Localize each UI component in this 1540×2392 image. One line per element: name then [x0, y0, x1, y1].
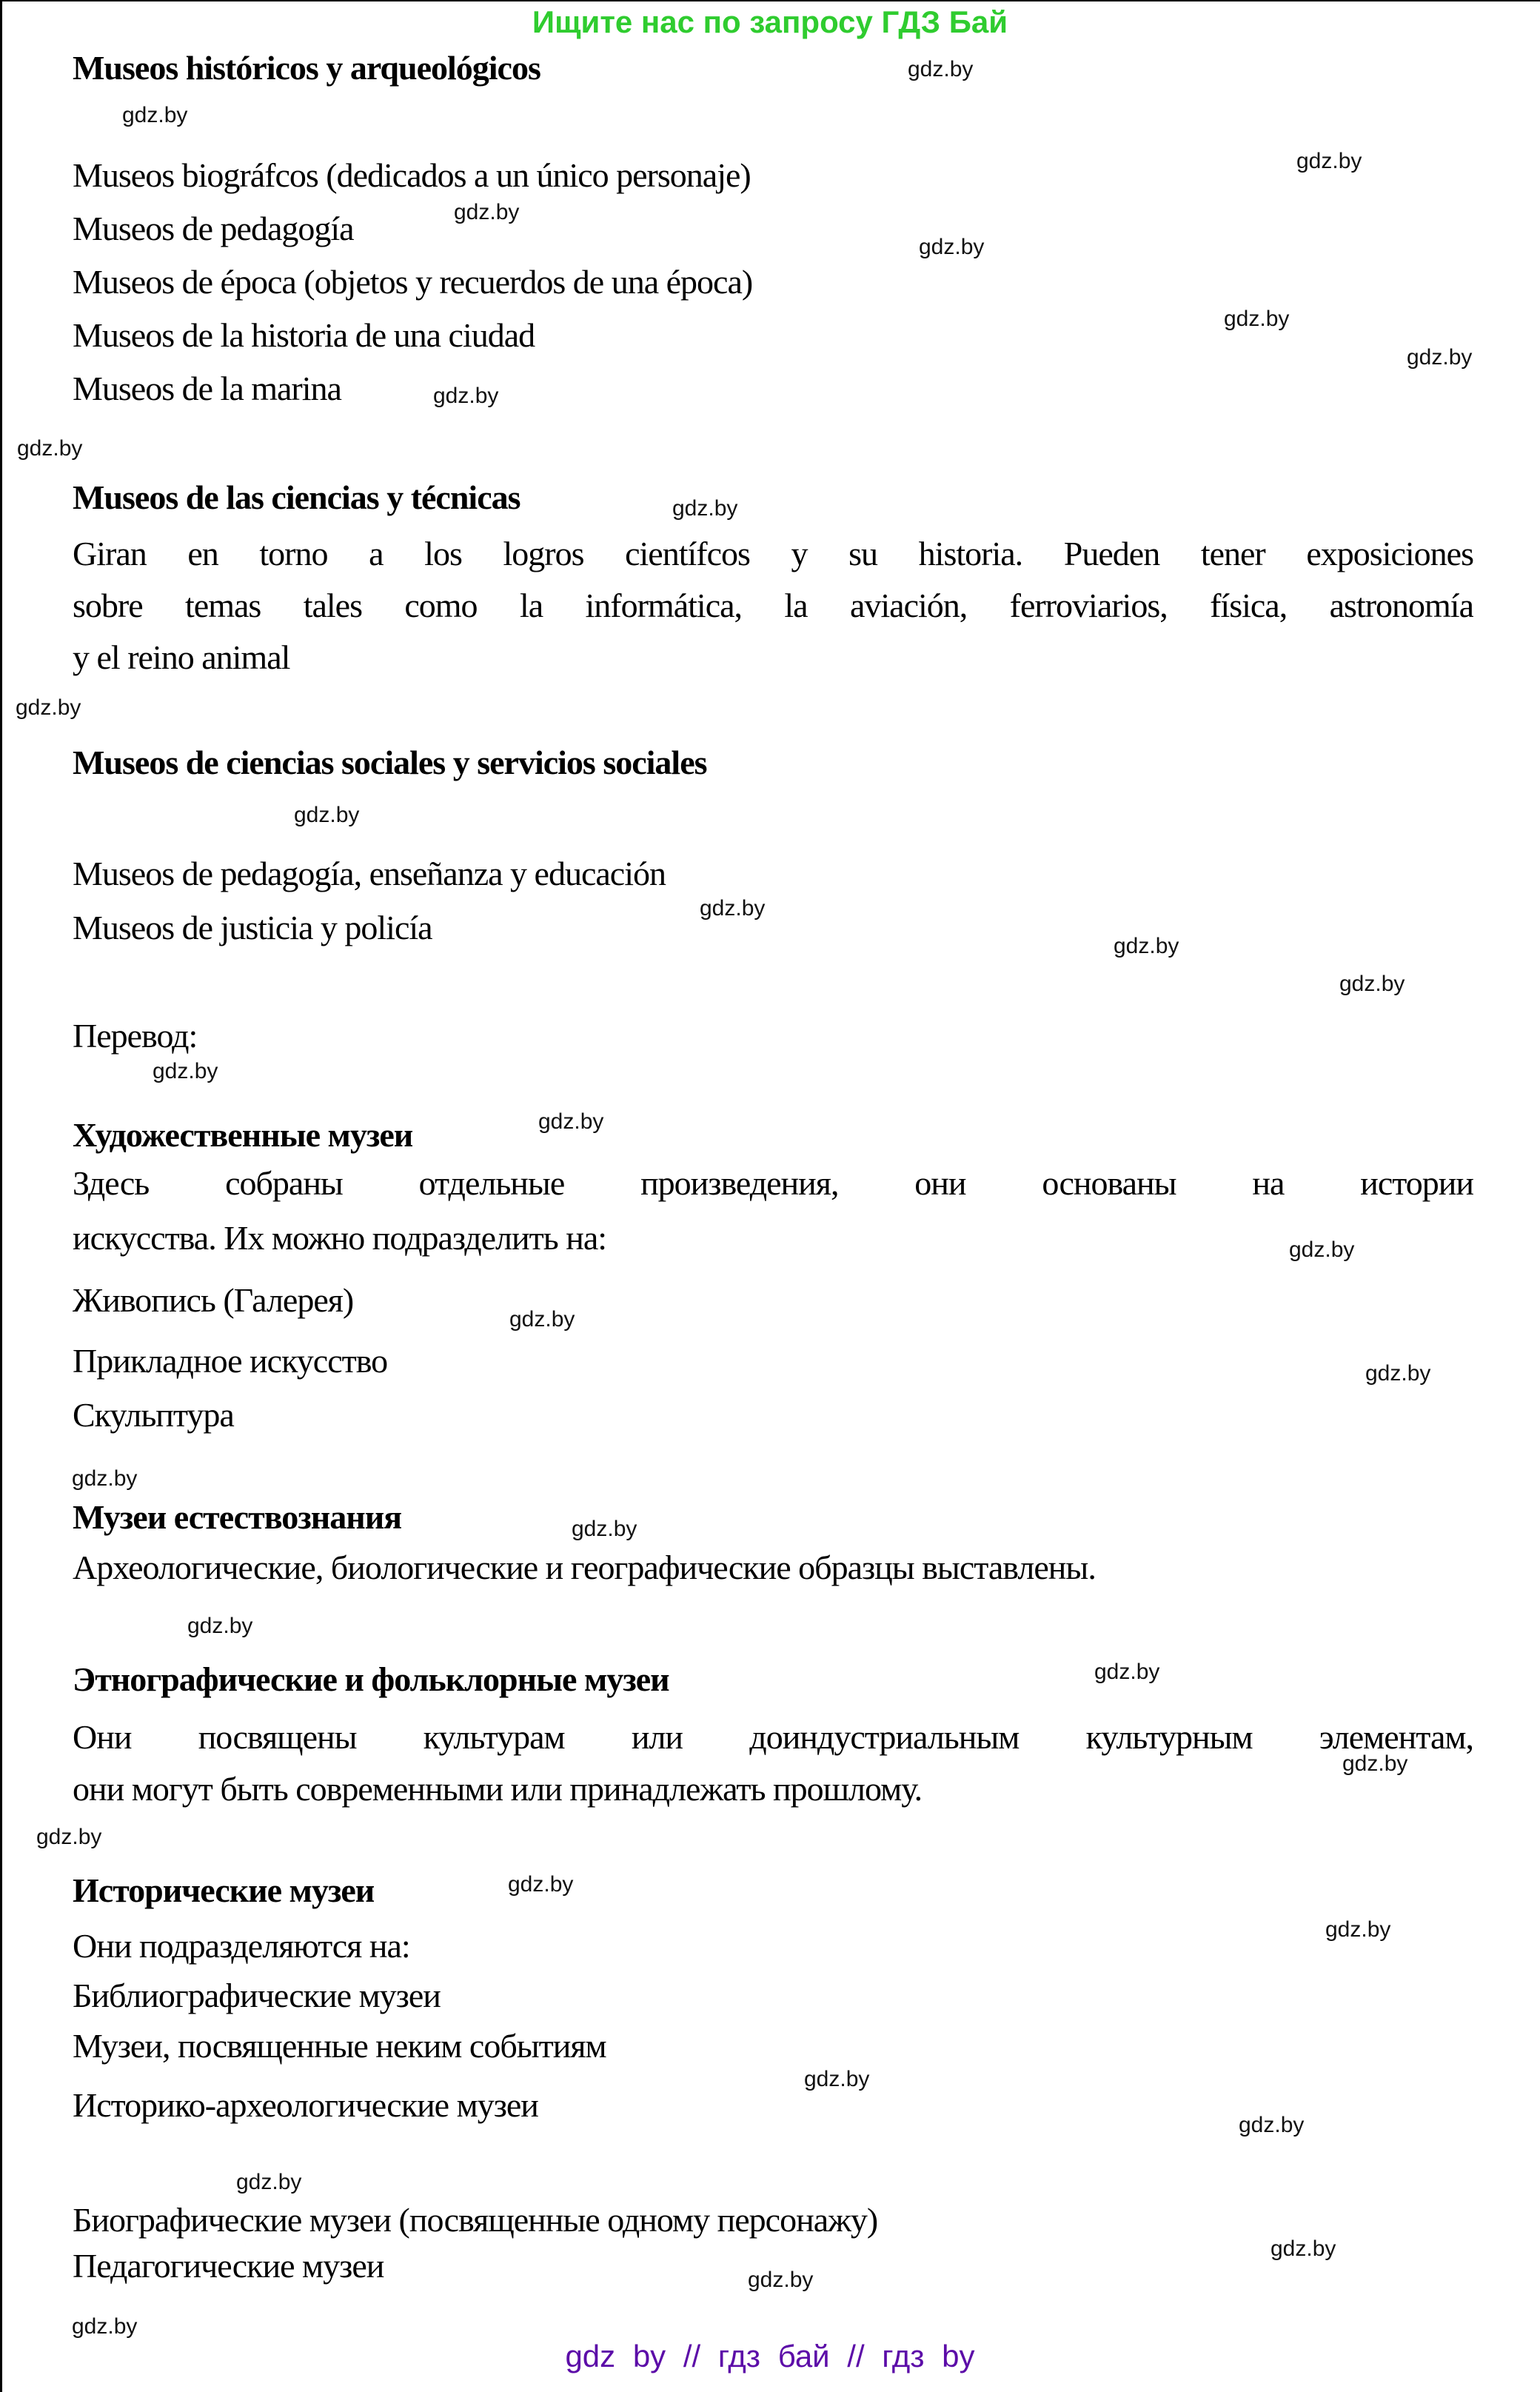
watermark: gdz.by — [748, 2268, 814, 2292]
watermark: gdz.by — [294, 803, 360, 827]
watermark: gdz.by — [508, 1872, 574, 1897]
watermark: gdz.by — [1239, 2113, 1305, 2137]
watermark: gdz.by — [919, 235, 985, 259]
text-line: Museos de justicia y policía — [73, 909, 432, 946]
watermark: gdz.by — [1296, 149, 1362, 173]
text-line: Биографические музеи (посвященные одному персонажу) — [73, 2201, 878, 2239]
watermark: gdz.by — [1325, 1917, 1391, 1942]
text-line: Museos de época (objetos y recuerdos de una época) — [73, 263, 753, 301]
paragraph-line: Здесь собраны отдельные произведения, они основаны на истории — [73, 1164, 1473, 1202]
watermark: gdz.by — [509, 1307, 575, 1332]
text-line: Живопись (Галерея) — [73, 1281, 354, 1319]
text-line: Музеи, посвященные неким событиям — [73, 2027, 606, 2065]
watermark: gdz.by — [1365, 1361, 1431, 1386]
watermark: gdz.by — [1224, 307, 1290, 331]
section-heading: Художественные музеи — [73, 1116, 413, 1154]
paragraph-line: они могут быть современными или принадлежать прошлому. — [73, 1770, 923, 1808]
paragraph-line: y el reino animal — [73, 638, 290, 676]
watermark: gdz.by — [1407, 345, 1473, 370]
watermark: gdz.by — [187, 1614, 253, 1638]
watermark: gdz.by — [1339, 972, 1405, 996]
section-heading: Museos de ciencias sociales y servicios sociales — [73, 744, 707, 781]
section-heading: Этнографические и фольклорные музеи — [73, 1660, 669, 1698]
site-footer-watermark: gdz by // гдз бай // гдз by — [565, 2339, 975, 2373]
watermark: gdz.by — [72, 2314, 138, 2339]
watermark: gdz.by — [433, 384, 499, 408]
text-line: Они подразделяются на: — [73, 1927, 410, 1965]
paragraph-line: sobre temas tales como la informática, la aviación, ferroviarios, física, astronomía — [73, 587, 1473, 624]
watermark: gdz.by — [1114, 934, 1179, 958]
section-heading: Museos de las ciencias y técnicas — [73, 478, 520, 516]
text-line: Библиографические музеи — [73, 1977, 441, 2014]
promo-banner: Ищите нас по запросу ГДЗ Бай — [532, 4, 1008, 39]
watermark: gdz.by — [36, 1825, 102, 1849]
text-line: Museos de pedagogía, enseñanza y educación — [73, 855, 666, 892]
watermark: gdz.by — [122, 103, 188, 127]
paragraph-line: искусства. Их можно подразделить на: — [73, 1219, 607, 1257]
section-heading: Museos históricos y arqueológicos — [73, 49, 540, 87]
text-line: Museos de pedagogía — [73, 210, 354, 247]
watermark: gdz.by — [153, 1059, 218, 1083]
watermark: gdz.by — [672, 496, 738, 521]
watermark: gdz.by — [454, 200, 520, 224]
text-line: Педагогические музеи — [73, 2247, 384, 2285]
section-heading: Исторические музеи — [73, 1871, 375, 1909]
paragraph-line: Giran en torno a los logros científcos y su historia. Pueden tener exposiciones — [73, 535, 1473, 572]
watermark: gdz.by — [1289, 1237, 1355, 1262]
watermark: gdz.by — [236, 2170, 302, 2194]
text-line: Museos de la historia de una ciudad — [73, 316, 535, 354]
paragraph-line: Археологические, биологические и географические образцы выставлены. — [73, 1549, 1096, 1586]
watermark: gdz.by — [72, 1466, 138, 1491]
watermark: gdz.by — [700, 896, 766, 921]
watermark: gdz.by — [1342, 1751, 1408, 1776]
watermark: gdz.by — [538, 1109, 604, 1134]
watermark: gdz.by — [1094, 1660, 1160, 1684]
scan-edge-top — [0, 0, 1540, 1]
watermark: gdz.by — [908, 57, 974, 81]
text-line: Скульптура — [73, 1396, 234, 1434]
watermark: gdz.by — [572, 1517, 637, 1541]
watermark: gdz.by — [17, 436, 83, 461]
watermark: gdz.by — [804, 2067, 870, 2091]
scan-edge-left — [0, 0, 2, 2392]
watermark: gdz.by — [16, 695, 81, 720]
text-line: Прикладное искусство — [73, 1342, 388, 1380]
watermark: gdz.by — [1270, 2236, 1336, 2261]
paragraph-line: Они посвящены культурам или доиндустриальным культурным элементам, — [73, 1718, 1473, 1756]
translation-label: Перевод: — [73, 1017, 198, 1055]
text-line: Museos de la marina — [73, 370, 341, 407]
text-line: Историко-археологические музеи — [73, 2086, 538, 2124]
section-heading: Музеи естествознания — [73, 1498, 402, 1536]
text-line: Museos biográfcos (dedicados a un único personaje) — [73, 156, 751, 194]
